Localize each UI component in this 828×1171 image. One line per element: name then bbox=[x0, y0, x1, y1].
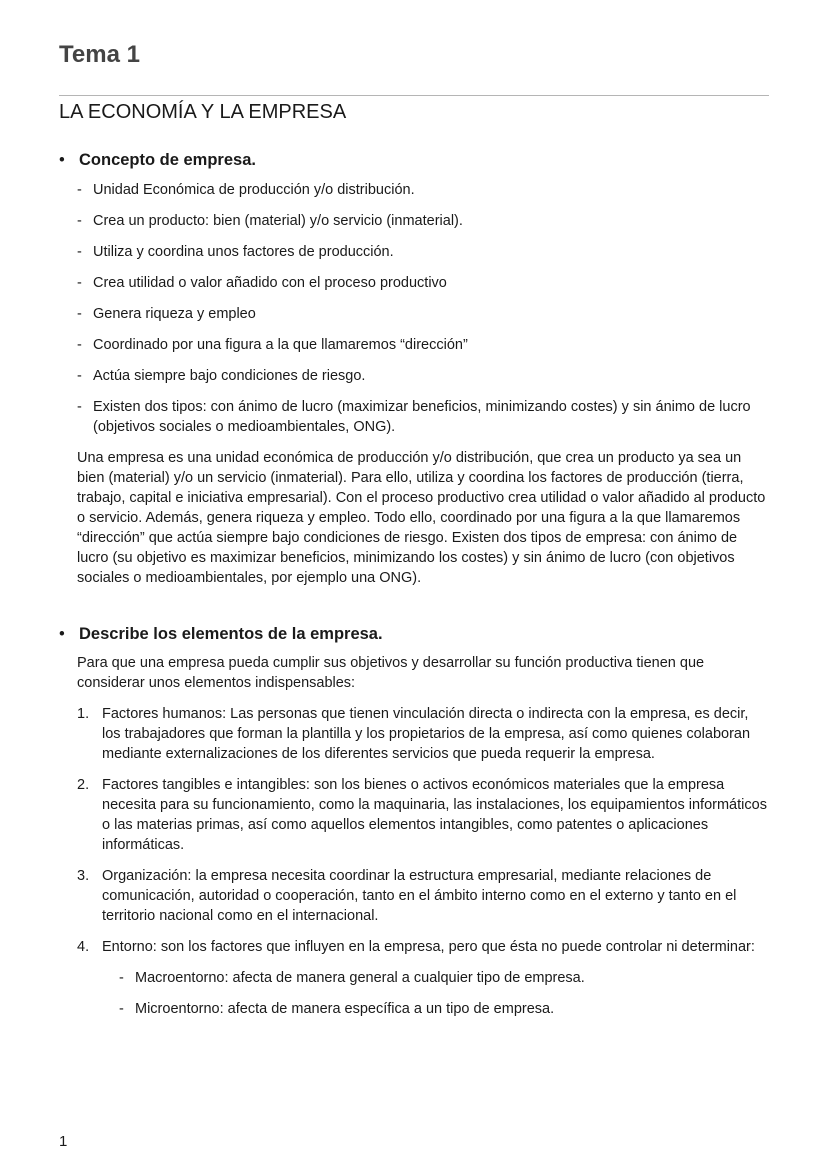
entorno-sublist bbox=[59, 968, 769, 1019]
list-item bbox=[59, 180, 769, 200]
list-item-text: Crea utilidad o valor añadido con el proceso productivo bbox=[93, 275, 447, 291]
section-title-text: Concepto de empresa. bbox=[79, 151, 256, 169]
elements-list bbox=[59, 704, 769, 957]
dash-icon: - bbox=[77, 368, 82, 384]
list-item-text: Unidad Económica de producción y/o distribución. bbox=[93, 182, 415, 198]
list-number: 4. bbox=[77, 939, 90, 955]
dash-icon: - bbox=[119, 970, 124, 986]
dash-icon: - bbox=[77, 306, 82, 322]
concept-list bbox=[59, 180, 769, 437]
list-item-text: Factores tangibles e intangibles: son los bienes o activos económicos materiales que la empresa necesita para su funcionamiento, como la maquinaria, las instalaciones, los equipamientos informáticos o las materias primas, así como aquellos elementos intangibles, como patentes o aplicaciones informáticas. bbox=[102, 777, 767, 853]
list-item bbox=[59, 968, 769, 988]
dash-icon: - bbox=[77, 399, 82, 415]
section-title-elementos bbox=[59, 623, 769, 645]
list-item-text: Macroentorno: afecta de manera general a cualquier tipo de empresa. bbox=[135, 970, 585, 986]
list-item-text: Utiliza y coordina unos factores de producción. bbox=[93, 244, 394, 260]
list-number: 1. bbox=[77, 706, 90, 722]
list-item bbox=[59, 937, 769, 957]
list-item bbox=[59, 366, 769, 386]
dash-icon: - bbox=[119, 1001, 124, 1017]
list-number: 3. bbox=[77, 868, 90, 884]
list-item-text: Organización: la empresa necesita coordinar la estructura empresarial, mediante relaciones de comunicación, autoridad o cooperación, tanto en el ámbito interno como en el externo y tanto en el territorio nacional como en el internacional. bbox=[102, 868, 737, 924]
section-title-concepto bbox=[59, 149, 769, 171]
list-item-text: Coordinado por una figura a la que llamaremos “dirección” bbox=[93, 337, 468, 353]
dash-icon: - bbox=[77, 275, 82, 291]
list-item bbox=[59, 211, 769, 231]
header-divider bbox=[59, 95, 769, 96]
dash-icon: - bbox=[77, 244, 82, 260]
bullet-icon: • bbox=[59, 151, 65, 169]
list-item-text: Factores humanos: Las personas que tienen vinculación directa o indirecta con la empresa, es decir, los trabajadores que forman la plantilla y los propietarios de la empresa, así como quienes colaboran mediante externalizaciones de los diferentes servicios que pueda requerir la empresa. bbox=[102, 706, 751, 762]
list-item bbox=[59, 397, 769, 437]
elements-intro: Para que una empresa pueda cumplir sus objetivos y desarrollar su función productiva tienen que considerar unos elementos indispensables: bbox=[77, 655, 705, 691]
dash-icon: - bbox=[77, 213, 82, 229]
list-item bbox=[59, 704, 769, 764]
chapter-title: LA ECONOMÍA Y LA EMPRESA bbox=[59, 101, 347, 123]
list-item-text: Crea un producto: bien (material) y/o servicio (inmaterial). bbox=[93, 213, 463, 229]
bullet-icon: • bbox=[59, 625, 65, 643]
list-item bbox=[59, 273, 769, 293]
dash-icon: - bbox=[77, 182, 82, 198]
list-item bbox=[59, 304, 769, 324]
list-item-text: Actúa siempre bajo condiciones de riesgo. bbox=[93, 368, 366, 384]
list-item bbox=[59, 335, 769, 355]
page-number: 1 bbox=[59, 1133, 68, 1150]
list-item-text: Existen dos tipos: con ánimo de lucro (maximizar beneficios, minimizando costes) y sin ánimo de lucro (objetivos sociales o medioambientales, ONG). bbox=[93, 399, 751, 435]
list-item bbox=[59, 999, 769, 1019]
dash-icon: - bbox=[77, 337, 82, 353]
section-concepto bbox=[59, 149, 769, 588]
list-number: 2. bbox=[77, 777, 90, 793]
section-title-text: Describe los elementos de la empresa. bbox=[79, 625, 383, 643]
list-item bbox=[59, 242, 769, 262]
section-elementos bbox=[59, 623, 769, 1019]
list-item bbox=[59, 866, 769, 926]
list-item bbox=[59, 775, 769, 855]
list-item-text: Genera riqueza y empleo bbox=[93, 306, 256, 322]
concept-paragraph: Una empresa es una unidad económica de producción y/o distribución, que crea un producto ya sea un bien (material) y/o un servicio (inmaterial). Para ello, utiliza y coordina los factores de producción (tierra, trabajo, capital e iniciativa empresarial). Con el proceso productivo crea utilidad o valor añadido al producto o servicio. Además, genera riqueza y empleo. Todo ello, coordinado por una figura a la que llamaremos “dirección” que actúa siempre bajo condiciones de riesgo. Existen dos tipos de empresa: con ánimo de lucro (su objetivo es maximizar beneficios, minimizando los costes) y sin ánimo de lucro (con objetivos sociales o medioambientales, por ejemplo una ONG). bbox=[77, 450, 766, 586]
tema-heading: Tema 1 bbox=[59, 41, 140, 68]
list-item-text: Microentorno: afecta de manera específica a un tipo de empresa. bbox=[135, 1001, 555, 1017]
list-item-text: Entorno: son los factores que influyen en la empresa, pero que ésta no puede controlar ni determinar: bbox=[102, 939, 755, 955]
